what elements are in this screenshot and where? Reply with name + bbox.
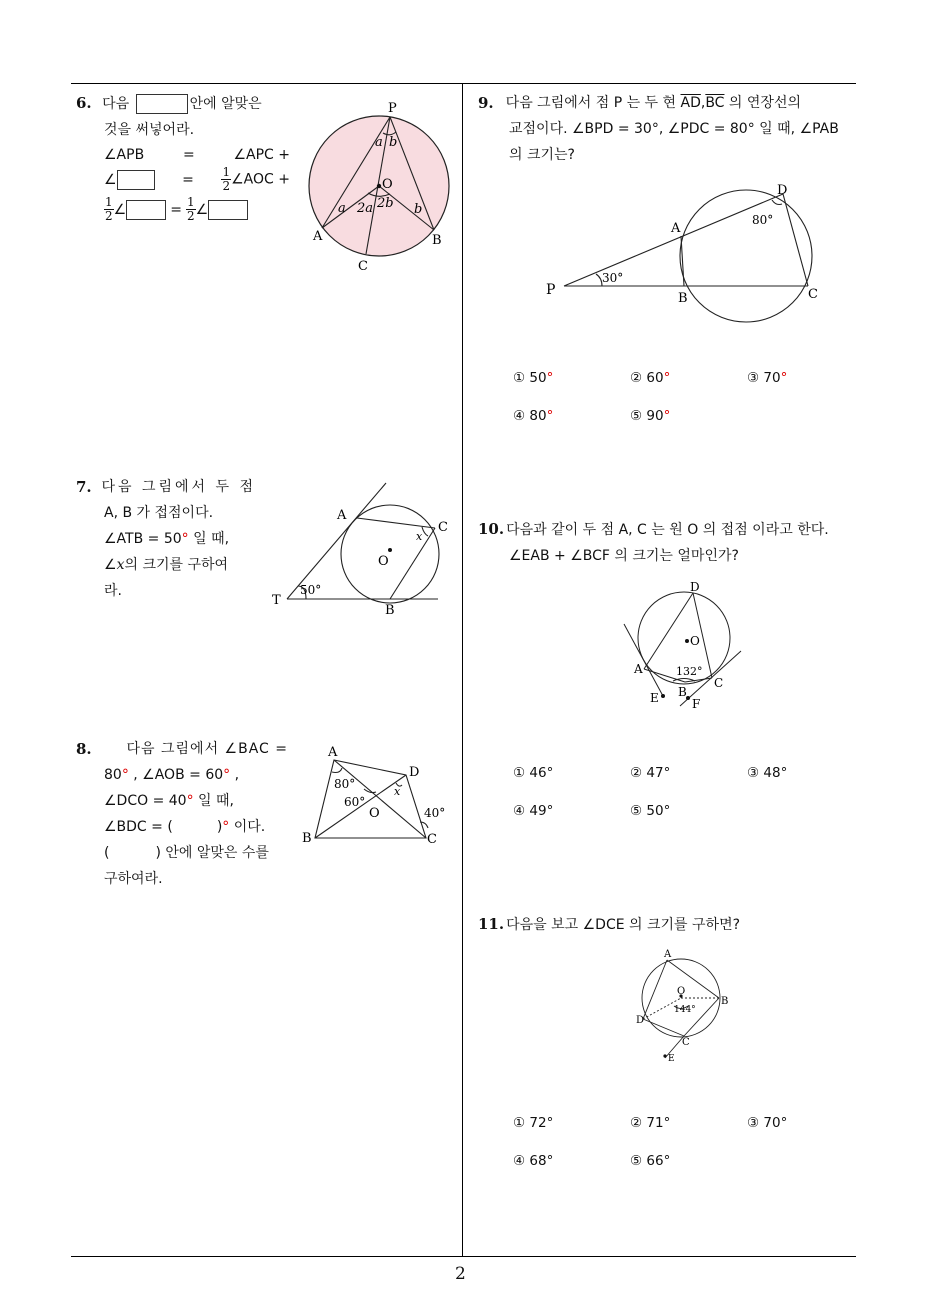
q8-label-C: C [427, 832, 437, 847]
question-11 [478, 911, 858, 938]
q11-label-B: B [721, 996, 729, 1007]
q10-option-1[interactable]: ① 46° [513, 765, 554, 781]
q9-option-2[interactable]: ② 60° [630, 370, 671, 386]
question-10 [478, 516, 868, 569]
q9-option-4[interactable]: ④ 80° [513, 408, 554, 424]
q6-eq2-eq: = [182, 171, 194, 188]
q11-label-O: O [677, 986, 686, 997]
q10-angle-132: 132° [676, 665, 703, 678]
q8-answer-blank[interactable] [173, 819, 217, 835]
q6-answer-box-4[interactable] [208, 200, 248, 220]
q9-figure [540, 178, 830, 328]
q8-line2a: 80 [104, 767, 122, 783]
q6-answer-box-2[interactable] [117, 170, 155, 190]
q8-deg-4: ° [222, 819, 230, 835]
q6-half-3: $\frac{1}{2}$ [186, 195, 195, 223]
q11-option-1[interactable]: ① 72° [513, 1115, 554, 1131]
q7-line4b: 의 크기를 구하여 [124, 557, 229, 573]
q8-line5b: ) 안에 알맞은 수를 [155, 845, 269, 861]
q6-line1a: 다음 [102, 96, 130, 112]
question-7-number: 7. [76, 478, 92, 496]
question-8 [76, 736, 288, 892]
q9-option-5[interactable]: ⑤ 90° [630, 408, 671, 424]
q6-eq1-lhs: ∠APB [104, 147, 145, 163]
q8-label-B: B [302, 831, 312, 846]
q9-label-C: C [808, 287, 818, 302]
q8-deg-2: ° [223, 767, 231, 783]
q8-line4b: ) [216, 819, 223, 835]
q8-angle-40: 40° [424, 806, 446, 820]
q7-line4x: x [116, 557, 125, 573]
q7-label-O: O [378, 554, 389, 569]
q9-label-A: A [671, 221, 681, 236]
q6-label-C: C [358, 259, 368, 274]
q8-figure [298, 742, 453, 852]
q10-figure [618, 578, 748, 713]
q9-label-D: D [777, 183, 788, 198]
q10-line1: 다음과 같이 두 점 A, C 는 원 O 의 접점 이라고 한다. [506, 522, 829, 538]
q6-angle-2a: 2a [357, 201, 374, 216]
q6-label-B: B [432, 233, 442, 248]
q6-line2: 것을 써넣어라. [104, 122, 195, 138]
q8-line5a: ( [104, 845, 110, 861]
q8-label-A: A [328, 745, 338, 760]
q10-option-2[interactable]: ② 47° [630, 765, 671, 781]
q6-half-1: $\frac{1}{2}$ [222, 165, 231, 193]
q10-line2: ∠EAB + ∠BCF 의 크기는 얼마인가? [509, 548, 739, 564]
q11-option-2[interactable]: ② 71° [630, 1115, 671, 1131]
q7-line2: A, B 가 접점이다. [104, 505, 214, 521]
q8-line2b: , ∠AOB = 60 [128, 767, 224, 783]
q6-label-O: O [382, 177, 393, 192]
q11-line1: 다음을 보고 ∠DCE 의 크기를 구하면? [506, 917, 741, 933]
q6-angle-a-top: a [375, 135, 383, 150]
q6-figure [300, 100, 470, 275]
q11-figure [632, 946, 742, 1066]
q6-answer-box-3[interactable] [126, 200, 166, 220]
q6-eq2 [104, 166, 290, 193]
q9-angle-80: 80° [752, 213, 774, 227]
q10-option-4[interactable]: ④ 49° [513, 803, 554, 819]
q7-line1: 다음 그림에서 두 점 [101, 479, 256, 495]
q9-chord-AD: $\overline{AD}$ [680, 95, 701, 111]
q8-angle-60: 60° [344, 795, 366, 809]
q9-line3: 의 크기는? [509, 147, 575, 163]
q7-label-A: A [337, 508, 347, 523]
q8-deg-3: ° [186, 793, 194, 809]
q6-eq3-angle: ∠ [195, 201, 209, 218]
q6-label-A: A [313, 229, 323, 244]
q8-line6: 구하여라. [104, 871, 163, 887]
q6-eq3: $\frac{1}{2}$ ∠ = $\frac{1}{2}$ ∠ [104, 196, 248, 223]
q9-option-3[interactable]: ③ 70° [747, 370, 788, 386]
q8-label-O: O [369, 806, 380, 821]
q7-line3a: ∠ATB = 50 [104, 531, 182, 547]
q6-label-P: P [388, 101, 397, 116]
q6-line1b: 안에 알맞은 [189, 96, 262, 112]
q7-label-C: C [438, 520, 448, 535]
q8-line2c: , [230, 767, 240, 783]
q6-angle-2b: 2b [377, 196, 394, 211]
q6-half-2: $\frac{1}{2}$ [105, 195, 113, 223]
q7-line5: 라. [104, 583, 122, 599]
q8-line1: 다음 그림에서 ∠BAC = [126, 741, 288, 757]
question-6 [76, 90, 291, 143]
q11-angle-144: 144° [674, 1005, 696, 1015]
q8-line4c: 이다. [229, 819, 266, 835]
q11-label-A: A [664, 949, 672, 960]
q6-angle-b-right: b [414, 202, 423, 217]
q7-line4a: ∠ [104, 557, 117, 573]
q7-label-T: T [272, 593, 281, 608]
q7-label-B: B [385, 603, 395, 618]
q8-angle-80: 80° [334, 777, 356, 791]
q11-label-E: E [668, 1054, 675, 1064]
q7-line3b: 일 때, [188, 531, 230, 547]
q8-line3b: 일 때, [193, 793, 234, 809]
q8-label-x: x [394, 785, 401, 798]
q10-label-D: D [690, 580, 700, 594]
q6-angle-b-top: b [389, 135, 398, 150]
q6-eq1-eq: = [182, 147, 195, 163]
q6-eq2-angle: ∠ [104, 171, 117, 188]
q6-answer-box-1[interactable] [136, 94, 188, 114]
q7-angle-50: 50° [300, 583, 322, 597]
q10-option-5[interactable]: ⑤ 50° [630, 803, 671, 819]
question-6-number: 6. [76, 94, 92, 112]
q6-eq2-rhs: ∠AOC + [231, 171, 290, 188]
q9-angle-30: 30° [602, 271, 624, 285]
question-9 [478, 90, 860, 168]
q10-label-E: E [650, 691, 659, 705]
q8-label-D: D [409, 765, 420, 780]
q11-option-5[interactable]: ⑤ 66° [630, 1153, 671, 1169]
q9-chord-BC: $\overline{BC}$ [705, 95, 725, 111]
q7-circle [341, 505, 439, 603]
top-rule [71, 83, 856, 84]
question-8-number: 8. [76, 740, 92, 758]
q9-line1b: 의 연장선의 [724, 95, 801, 111]
bottom-rule [71, 1256, 856, 1257]
q9-line2: 교점이다. ∠BPD = 30°, ∠PDC = 80° 일 때, ∠PAB [509, 121, 839, 137]
question-10-number: 10. [478, 520, 505, 538]
question-7 [76, 474, 256, 604]
q11-option-4[interactable]: ④ 68° [513, 1153, 554, 1169]
q9-comma: , [700, 95, 706, 111]
q11-label-C: C [682, 1037, 690, 1048]
q7-figure [270, 478, 450, 623]
q9-label-P: P [546, 282, 556, 298]
q10-option-3[interactable]: ③ 48° [747, 765, 788, 781]
q6-eq1-rhs: ∠APC + [233, 147, 290, 163]
q9-label-B: B [678, 291, 688, 306]
q7-degree: ° [181, 531, 189, 547]
q10-label-O: O [690, 634, 700, 648]
q6-eq1 [104, 144, 290, 166]
q10-label-F: F [692, 697, 701, 711]
q7-label-x: x [416, 530, 423, 543]
q10-label-C: C [714, 676, 724, 690]
q6-eq3-eq: = [170, 201, 182, 218]
q8-line4a: ∠BDC = ( [104, 819, 173, 835]
page-number: 2 [455, 1264, 466, 1284]
q10-label-B: B [678, 685, 687, 699]
q9-option-1[interactable]: ① 50° [513, 370, 554, 386]
question-9-number: 9. [478, 94, 494, 112]
question-11-number: 11. [478, 915, 505, 933]
q8-deg-1: ° [121, 767, 129, 783]
q11-label-D: D [636, 1015, 645, 1026]
q6-angle-a-left: a [338, 201, 346, 216]
q11-option-3[interactable]: ③ 70° [747, 1115, 788, 1131]
q10-label-A: A [634, 662, 643, 676]
q8-line3a: ∠DCO = 40 [104, 793, 187, 809]
q9-line1a: 다음 그림에서 점 P 는 두 현 [505, 95, 681, 111]
